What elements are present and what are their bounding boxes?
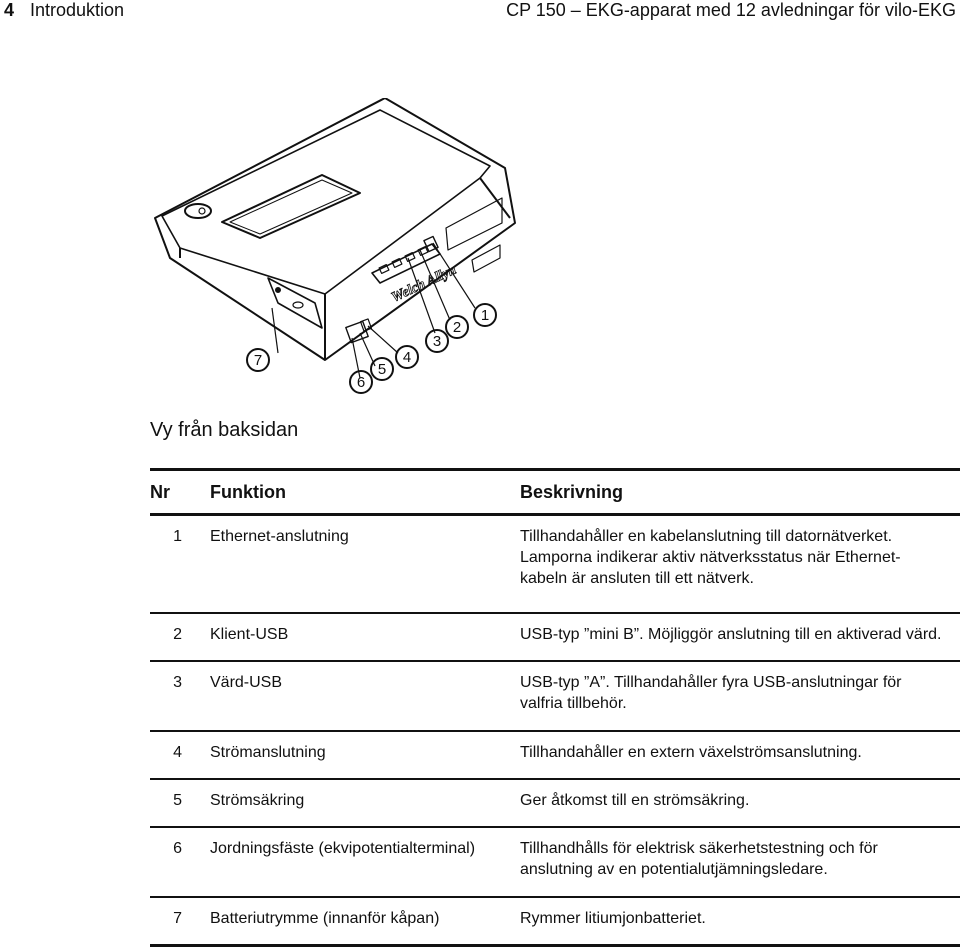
device-drawing <box>150 98 530 398</box>
header-function: Funktion <box>210 482 286 502</box>
row-nr: 5 <box>173 792 182 809</box>
section-title: Vy från baksidan <box>150 419 299 441</box>
row-description: Tillhandhålls för elektrisk säkerhetstestning och för anslutning av en potentialutjämningsledare. <box>520 840 878 878</box>
callout-6: 6 <box>356 374 366 391</box>
row-function: Värd-USB <box>210 674 283 691</box>
page-number: 4 <box>4 0 15 20</box>
callout-7: 7 <box>253 352 263 369</box>
row-function: Strömanslutning <box>210 744 326 761</box>
row-description: USB-typ ”A”. Tillhandahåller fyra USB-anslutningar för valfria tillbehör. <box>520 674 902 712</box>
table-row <box>150 732 960 778</box>
row-description: Tillhandahåller en kabelanslutning till datornätverket. Lamporna indikerar aktiv nätverksstatus när Ethernet-kabeln är ansluten till ett nätverk. <box>520 528 901 587</box>
table-row <box>150 614 960 660</box>
row-description: Ger åtkomst till en strömsäkring. <box>520 792 750 809</box>
callout-4: 4 <box>402 349 412 366</box>
row-function: Ethernet-anslutning <box>210 528 349 545</box>
row-nr: 2 <box>173 626 182 643</box>
row-function: Jordningsfäste (ekvipotentialterminal) <box>210 840 476 857</box>
table-row <box>150 828 960 896</box>
function-table <box>150 468 960 947</box>
page-header <box>0 0 960 20</box>
table-row <box>150 898 960 944</box>
callout-1: 1 <box>480 307 490 324</box>
row-function: Batteriutrymme (innanför kåpan) <box>210 910 440 927</box>
row-nr: 1 <box>173 528 182 545</box>
table-row <box>150 662 960 730</box>
table-header-row <box>150 471 960 513</box>
callout-3: 3 <box>432 333 442 350</box>
row-description: Tillhandahåller en extern växelströmsanslutning. <box>520 744 862 761</box>
row-description: Rymmer litiumjonbatteriet. <box>520 910 706 927</box>
row-function: Klient-USB <box>210 626 289 643</box>
row-nr: 4 <box>173 744 182 761</box>
table-row <box>150 516 960 612</box>
table-row <box>150 780 960 826</box>
header-description: Beskrivning <box>520 482 624 502</box>
row-nr: 6 <box>173 840 182 857</box>
row-description: USB-typ ”mini B”. Möjliggör anslutning till en aktiverad värd. <box>520 626 942 643</box>
callout-2: 2 <box>452 319 462 336</box>
callout-5: 5 <box>377 361 387 378</box>
row-function: Strömsäkring <box>210 792 305 809</box>
document-title: CP 150 – EKG-apparat med 12 avledningar för vilo-EKG <box>506 0 956 20</box>
row-nr: 7 <box>173 910 182 927</box>
section-name: Introduktion <box>30 0 125 20</box>
header-nr: Nr <box>150 482 171 502</box>
device-rear-view-illustration <box>150 98 530 398</box>
row-nr: 3 <box>173 674 182 691</box>
welch-allyn-logo: Welch Allyn <box>389 262 459 306</box>
